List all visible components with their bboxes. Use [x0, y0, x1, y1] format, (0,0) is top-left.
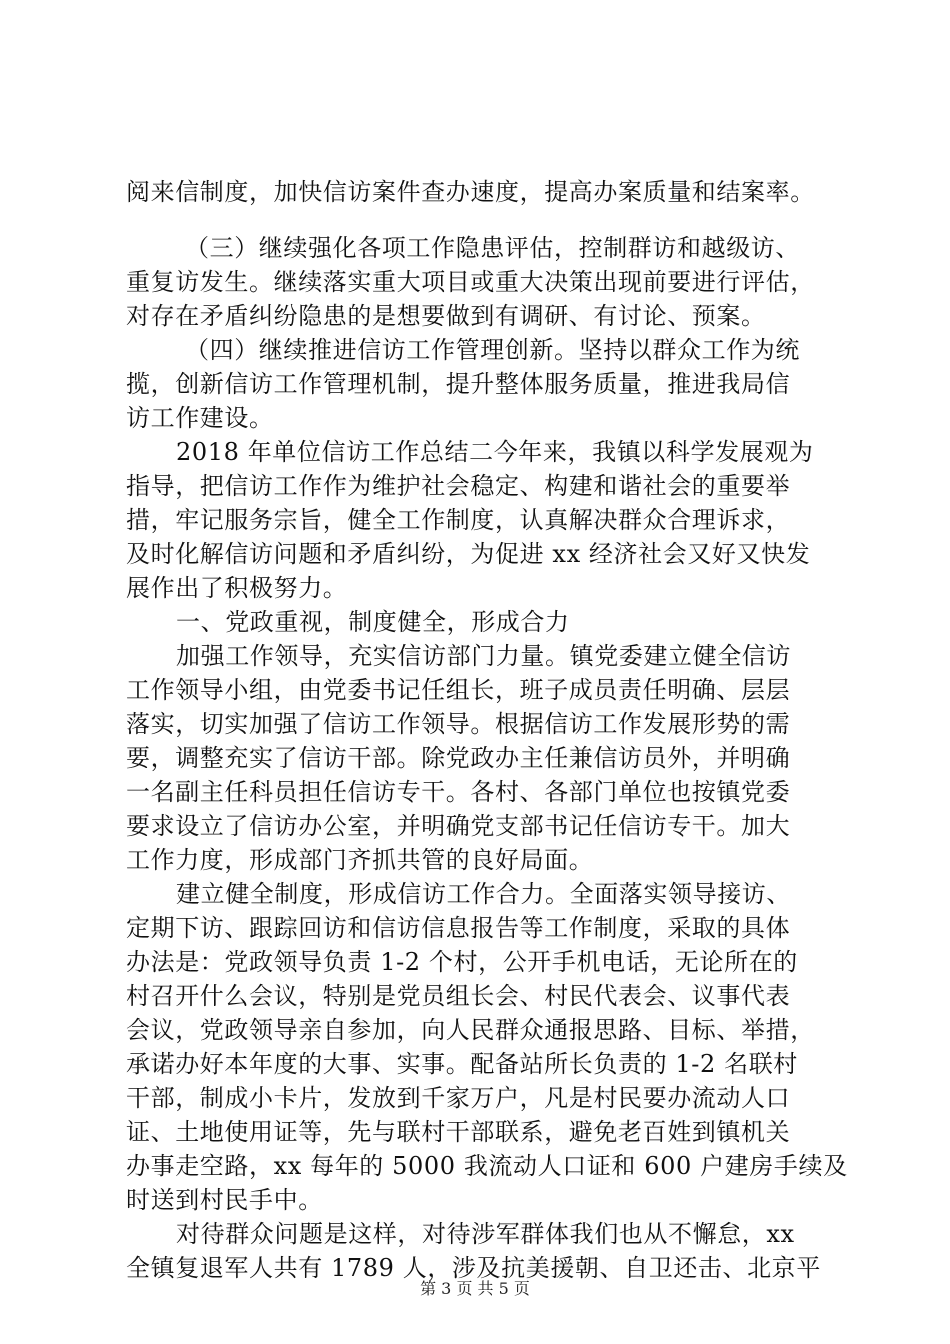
- text-line: 要，调整充实了信访干部。除党政办主任兼信访员外，并明确: [126, 744, 791, 772]
- text-line: 定期下访、跟踪回访和信访信息报告等工作制度，采取的具体: [126, 914, 791, 942]
- text-line: 干部，制成小卡片，发放到千家万户，凡是村民要办流动人口: [126, 1084, 791, 1112]
- text-line: （四）继续推进信访工作管理创新。坚持以群众工作为统: [185, 336, 800, 364]
- text-line: 加强工作领导，充实信访部门力量。镇党委建立健全信访: [176, 642, 791, 670]
- text-line: 对存在矛盾纠纷隐患的是想要做到有调研、有讨论、预案。: [126, 302, 766, 330]
- text-line: 重复访发生。继续落实重大项目或重大决策出现前要进行评估，: [126, 268, 815, 296]
- section-heading: 一、党政重视，制度健全，形成合力: [176, 608, 570, 636]
- text-line: 措，牢记服务宗旨，健全工作制度，认真解决群众合理诉求，: [126, 506, 791, 534]
- text-line: 工作力度，形成部门齐抓共管的良好局面。: [126, 846, 594, 874]
- text-line: 2018 年单位信访工作总结二今年来，我镇以科学发展观为: [176, 438, 814, 466]
- text-line: 村召开什么会议，特别是党员组长会、村民代表会、议事代表: [126, 982, 791, 1010]
- text-line: 会议，党政领导亲自参加，向人民群众通报思路、目标、举措，: [126, 1016, 815, 1044]
- text-line: （三）继续强化各项工作隐患评估，控制群访和越级访、: [185, 234, 800, 262]
- text-line: 办法是：党政领导负责 1-2 个村，公开手机电话，无论所在的: [126, 948, 798, 976]
- text-line: 证、土地使用证等，先与联村干部联系，避免老百姓到镇机关: [126, 1118, 791, 1146]
- page-footer: [0, 1279, 950, 1299]
- text-line: 建立健全制度，形成信访工作合力。全面落实领导接访、: [176, 880, 791, 908]
- text-line: 对待群众问题是这样，对待涉军群体我们也从不懈怠，xx: [176, 1220, 795, 1248]
- text-line: 及时化解信访问题和矛盾纠纷，为促进 xx 经济社会又好又快发: [126, 540, 811, 568]
- text-line: 阅来信制度，加快信访案件查办速度，提高办案质量和结案率。: [126, 178, 815, 206]
- text-line: 揽，创新信访工作管理机制，提升整体服务质量，推进我局信: [126, 370, 791, 398]
- text-line: 落实，切实加强了信访工作领导。根据信访工作发展形势的需: [126, 710, 791, 738]
- text-line: 时送到村民手中。: [126, 1186, 323, 1214]
- text-line: 办事走空路，xx 每年的 5000 我流动人口证和 600 户建房手续及: [126, 1152, 848, 1180]
- text-line: 展作出了积极努力。: [126, 574, 348, 602]
- text-line: 要求设立了信访办公室，并明确党支部书记任信访专干。加大: [126, 812, 791, 840]
- text-line: 承诺办好本年度的大事、实事。配备站所长负责的 1-2 名联村: [126, 1050, 798, 1078]
- text-line: 访工作建设。: [126, 404, 274, 432]
- page-indicator: 第 3 页 共 5 页: [420, 1279, 530, 1298]
- text-line: 指导，把信访工作作为维护社会稳定、构建和谐社会的重要举: [126, 472, 791, 500]
- text-line: 一名副主任科员担任信访专干。各村、各部门单位也按镇党委: [126, 778, 791, 806]
- text-line: 工作领导小组，由党委书记任组长，班子成员责任明确、层层: [126, 676, 791, 704]
- text-line: 全镇复退军人共有 1789 人，涉及抗美援朝、自卫还击、北京平: [126, 1254, 821, 1282]
